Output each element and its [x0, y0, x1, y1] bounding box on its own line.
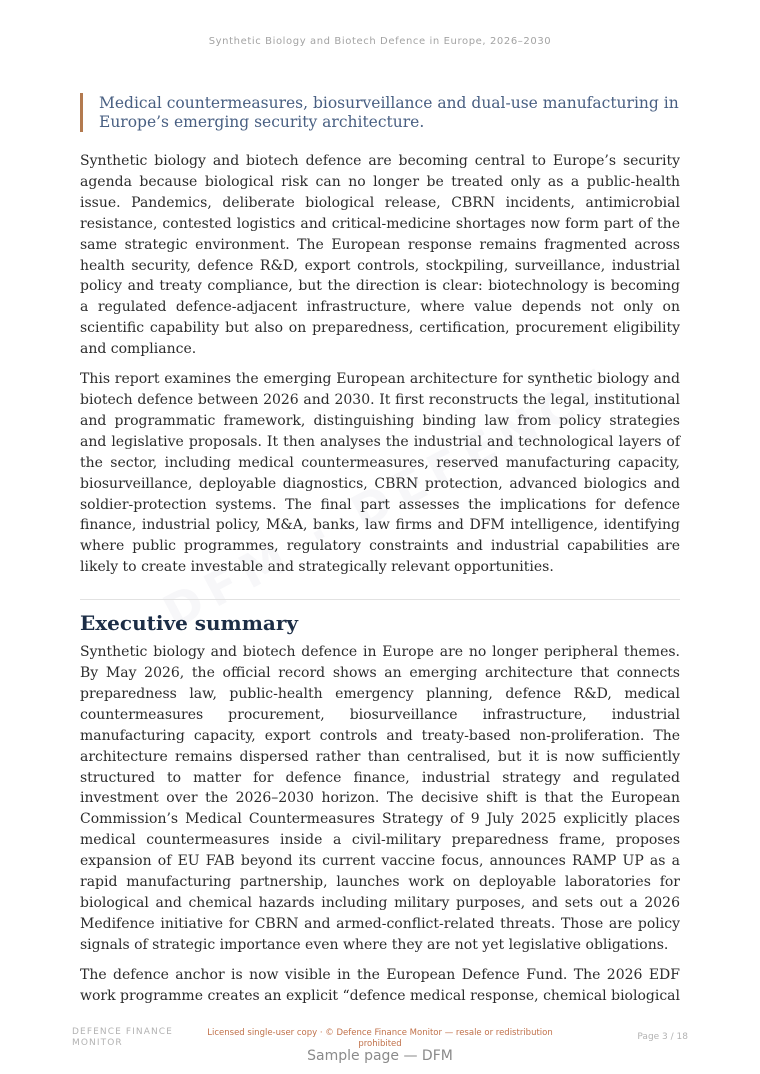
page-content [80, 93, 680, 1016]
footer-brand [72, 1027, 212, 1048]
running-header: Synthetic Biology and Biotech Defence in Europe, 2026–2030 [208, 36, 552, 47]
sample-page-label: Sample page — DFM [307, 1048, 453, 1064]
intro-paragraph-2: This report examines the emerging European architecture for synthetic biology and biotech defence between 2026 and 2030. It first reconstructs the legal, institutional and programmatic framework, distinguishing binding law from policy strategies and legislative proposals. It then analyses the industrial and technological layers of the sector, including medical countermeasures, reserved manufacturing capacity, biosurveillance, deployable diagnostics, CBRN protection, advanced biologics and soldier-protection systems. The final part assesses the implications for defence finance, industrial policy, M&A, banks, law firms and DFM intelligence, identifying where public programmes, regulatory constraints and industrial capabilities are likely to create investable and strategically relevant opportunities. [80, 371, 680, 576]
summary-paragraph-2: The defence anchor is now visible in the European Defence Fund. The 2026 EDF work programme creates an explicit “defence medical response, chemical biological [80, 966, 680, 1004]
footer-license-notice [205, 1028, 555, 1049]
intro-paragraph-1: Synthetic biology and biotech defence are becoming central to Europe’s security agenda because biological risk can no longer be treated only as a public-health issue. Pandemics, deliberate biological release, CBRN incidents, antimicrobial resistance, contested logistics and critical-medicine shortages now form part of the same strategic environment. The European response remains fragmented across health security, defence R&D, export controls, stockpiling, surveillance, industrial policy and treaty compliance, but the direction is clear: biotechnology is becoming a regulated defence-adjacent infrastructure, where value depends not only on scientific capability but also on preparedness, certification, procurement eligibility and compliance. [80, 153, 680, 358]
section-title: Executive summary [80, 611, 298, 636]
footer-license-line-1: Licensed single-user copy · © Defence Finance Monitor — resale or redistribution [207, 1028, 553, 1038]
footer-license-line-2: prohibited [358, 1038, 402, 1049]
section-divider [80, 599, 680, 600]
pull-quote: Medical countermeasures, biosurveillance and dual-use manufacturing in Europe’s emerging security architecture. [80, 93, 680, 132]
summary-paragraph-1: Synthetic biology and biotech defence in Europe are no longer peripheral themes. By May 2026, the official record shows an emerging architecture that connects preparedness law, public-health emergency planning, defence R&D, medical countermeasures procurement, biosurveillance infrastructure, industrial manufacturing capacity, export controls and treaty-based non-proliferation. The architecture remains dispersed rather than centralised, but it is now sufficiently structured to matter for defence finance, industrial strategy and regulated investment over the 2026–2030 horizon. The decisive shift is that the European Commission’s Medical Countermeasures Strategy of 9 July 2025 explicitly places medical countermeasures inside a civil-military preparedness frame, proposes expansion of EU FAB beyond its current vaccine focus, announces RAMP UP as a rapid manufacturing partnership, launches work on deployable laboratories for biological and chemical hazards including military purposes, and sets out a 2026 Medifence initiative for CBRN and armed-conflict-related threats. Those are policy signals of strategic importance even where they are not yet legislative obligations. [80, 644, 680, 953]
footer-brand-line-2: MONITOR [72, 1037, 123, 1048]
footer-brand-line-1: DEFENCE FINANCE [72, 1027, 173, 1037]
page-number: Page 3 / 18 [637, 1032, 688, 1042]
